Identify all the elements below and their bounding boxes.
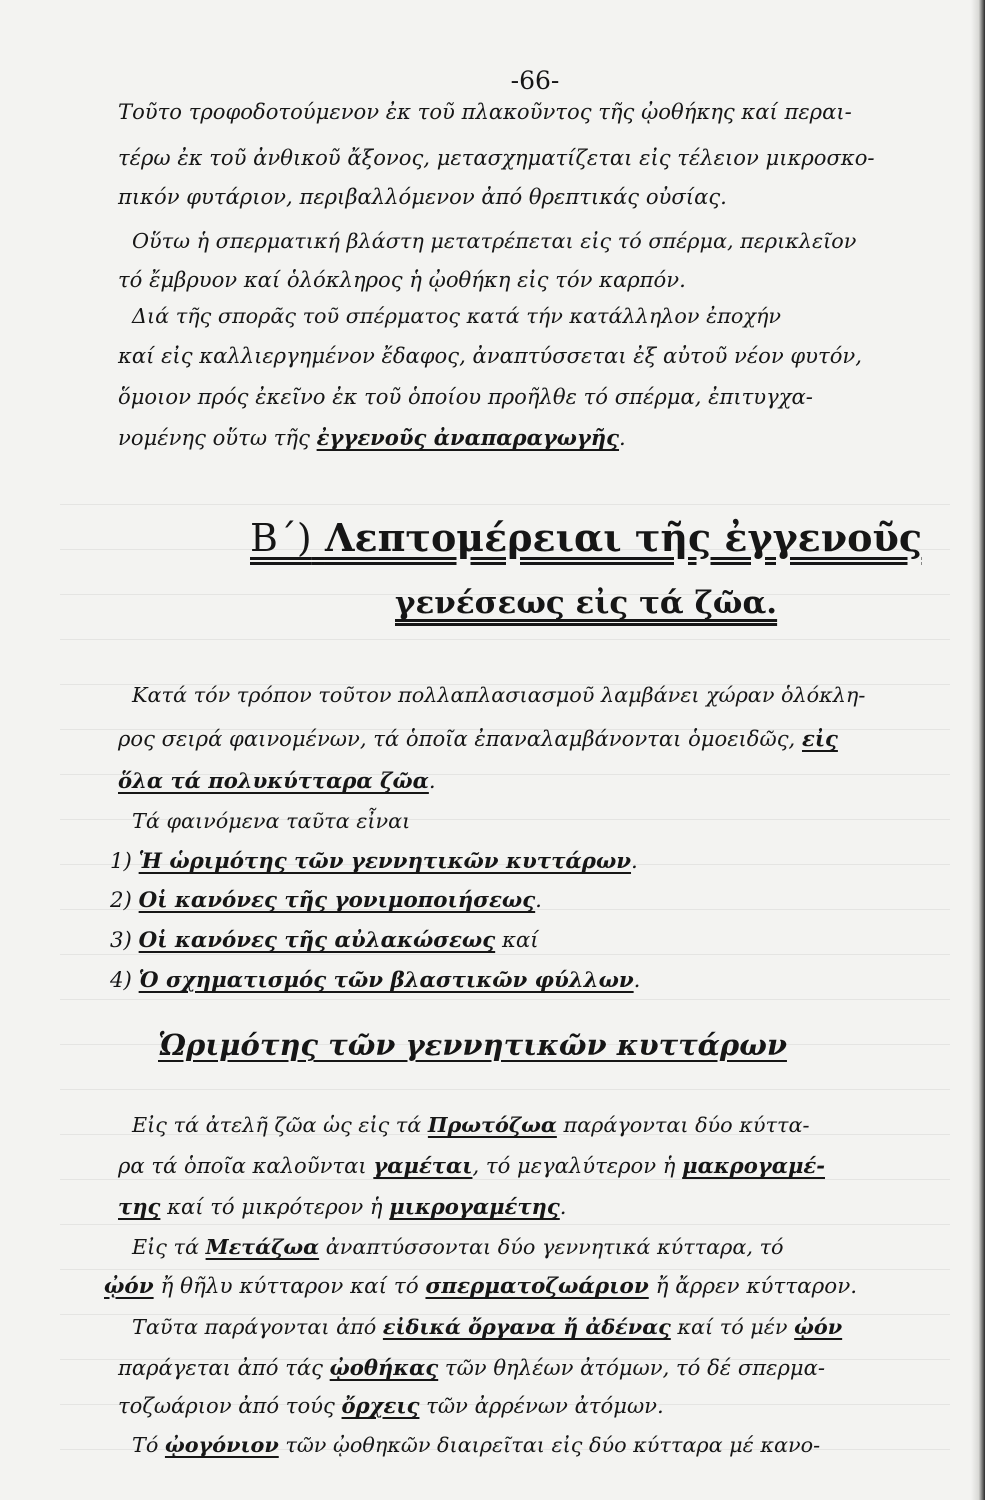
text-segment: τῶν ᾠοθηκῶν διαιρεῖται εἰς δύο κύτταρα μέ κανο- <box>278 1433 821 1457</box>
text-segment: τό ἔμβρυον καί ὁλόκληρος ἡ ᾠοθήκη εἰς τόν καρπόν. <box>118 267 686 292</box>
text-segment: ἀναπτύσσονται δύο γεννητικά κύτταρα, τό <box>319 1235 784 1259</box>
text-line <box>118 766 985 796</box>
underlined-term: της <box>118 1194 161 1219</box>
section-heading <box>250 515 922 561</box>
underlined-term: Οἱ κανόνες τῆς αὐλακώσεως <box>138 928 496 953</box>
text-segment: ρος σειρά φαινομένων, τά ὁποῖα ἐπαναλαμβάνονται ὁμοειδῶς, <box>118 726 802 751</box>
text-line <box>132 301 985 331</box>
underlined-term: μικρογαμέτης <box>389 1194 560 1219</box>
text-line <box>132 1312 985 1342</box>
text-segment: . <box>619 425 626 450</box>
text-segment: Τά φαινόμενα ταῦτα εἶναι <box>132 809 411 833</box>
text-line <box>118 1391 985 1421</box>
underlined-term: ἐγγενοῦς ἀναπαραγωγῆς <box>316 425 620 450</box>
text-line <box>132 1232 985 1262</box>
text-segment: . <box>535 888 542 913</box>
text-segment: . <box>428 768 436 793</box>
text-segment: τοζωάριον ἀπό τούς <box>118 1393 342 1418</box>
text-line <box>118 341 985 371</box>
text-line <box>118 265 985 295</box>
text-segment: παράγονται δύο κύττα- <box>556 1113 810 1137</box>
text-segment: . <box>631 849 638 874</box>
underlined-term: Οἱ κανόνες τῆς γονιμοποιήσεως <box>138 888 536 913</box>
text-segment: τῶν ἀρρένων ἀτόμων. <box>419 1393 664 1418</box>
text-segment: Εἰς τά <box>132 1235 206 1259</box>
text-segment: , τό μεγαλύτερον ἡ <box>472 1153 683 1178</box>
underlined-term: ὅλα τά πολυκύτταρα ζῶα <box>118 768 429 793</box>
text-line <box>110 886 985 916</box>
underlined-term: σπερματοζωάριον <box>425 1274 649 1299</box>
text-line <box>104 1272 985 1302</box>
text-segment: νομένης οὕτω τῆς <box>118 425 317 450</box>
text-segment: Οὕτω ἡ σπερματική βλάστη μετατρέπεται εἰς τό σπέρμα, περικλεῖον <box>132 229 857 253</box>
underlined-term: γαμέται <box>373 1153 473 1178</box>
underlined-term: μακρογαμέ- <box>682 1153 825 1178</box>
text-line <box>132 226 985 256</box>
text-line <box>132 1430 985 1460</box>
text-segment: ἤ θῆλυ κύτταρον καί τό <box>153 1274 426 1299</box>
text-line <box>110 847 985 877</box>
text-line <box>118 97 985 127</box>
underlined-term: εἰς <box>801 726 838 751</box>
section-heading-text: Λεπτομέρειαι τῆς ἐγγενοῦς <box>324 515 922 560</box>
text-segment: καί τό μέν <box>670 1315 795 1339</box>
text-segment: τῶν θηλέων ἀτόμων, τό δέ σπερμα- <box>438 1355 825 1380</box>
text-line <box>118 724 985 754</box>
text-segment: καί εἰς καλλιεργημένον ἔδαφος, ἀναπτύσσεται ἐξ αὐτοῦ νέον φυτόν, <box>118 343 862 368</box>
text-segment: 4) <box>110 968 139 993</box>
text-line <box>110 926 985 956</box>
page-edge-shadow <box>971 0 985 1500</box>
underlined-term: Ἡ ὡριμότης τῶν γεννητικῶν κυττάρων <box>138 849 632 874</box>
text-segment: 1) <box>110 849 139 874</box>
text-line <box>118 143 985 173</box>
text-line <box>118 423 985 453</box>
text-segment: ἤ ἄρρεν κύτταρον. <box>648 1274 858 1299</box>
text-line <box>118 382 985 412</box>
page-number: -66- <box>510 66 560 95</box>
underlined-term: ᾠόν <box>104 1274 154 1299</box>
text-segment: ρα τά ὁποῖα καλοῦνται <box>118 1153 374 1178</box>
text-segment: . <box>633 968 641 993</box>
underlined-term: Ὁ σχηματισμός τῶν βλαστικῶν φύλλων <box>138 968 634 993</box>
text-segment: Τό <box>132 1433 165 1457</box>
text-segment: καί τό μικρότερον ἡ <box>160 1194 390 1219</box>
text-line <box>110 966 985 996</box>
underlined-term: εἰδικά ὄργανα ἤ ἀδένας <box>382 1315 671 1339</box>
subsection-heading: Ὡριμότης τῶν γεννητικῶν κυττάρων <box>158 1028 787 1062</box>
text-segment: . <box>559 1194 567 1219</box>
text-segment: παράγεται ἀπό τάς <box>118 1355 330 1380</box>
text-segment: Τοῦτο τροφοδοτούμενον ἐκ τοῦ πλακοῦντος τῆς ᾠοθήκης καί περαι- <box>118 99 852 124</box>
text-line <box>132 1110 985 1140</box>
section-heading-continuation: γενέσεως εἰς τά ζῶα. <box>395 585 778 621</box>
section-heading-label: Β΄) <box>250 516 312 560</box>
underlined-term: Πρωτόζωα <box>427 1113 557 1137</box>
text-segment: Κατά τόν τρόπον τοῦτον πολλαπλασιασμοῦ λαμβάνει χώραν ὁλόκλη- <box>132 683 866 707</box>
text-line <box>118 1151 985 1181</box>
text-line <box>132 806 985 836</box>
text-line <box>132 680 985 710</box>
text-segment: ὅμοιον πρός ἐκεῖνο ἐκ τοῦ ὁποίου προῆλθε τό σπέρμα, ἐπιτυγχα- <box>118 384 813 409</box>
underlined-term: ᾠόν <box>794 1315 843 1339</box>
text-segment: Εἰς τά ἀτελῆ ζῶα ὡς εἰς τά <box>132 1113 428 1137</box>
text-segment: 2) <box>110 888 139 913</box>
text-line <box>118 182 985 212</box>
text-line <box>118 1192 985 1222</box>
text-segment: καί <box>495 928 539 953</box>
text-segment: τέρω ἐκ τοῦ ἀνθικοῦ ἄξονος, μετασχηματίζεται εἰς τέλειον μικροσκο- <box>118 145 875 170</box>
text-segment: πικόν φυτάριον, περιβαλλόμενον ἀπό θρεπτικάς οὐσίας. <box>118 184 727 209</box>
underlined-term: ᾠογόνιον <box>164 1433 279 1457</box>
underlined-term: ὄρχεις <box>341 1393 420 1418</box>
underlined-term: ᾠοθήκας <box>329 1355 439 1380</box>
underlined-term: Μετάζωα <box>205 1235 320 1259</box>
text-segment: 3) <box>110 928 139 953</box>
text-segment: Ταῦτα παράγονται ἀπό <box>132 1315 383 1339</box>
text-line <box>118 1353 985 1383</box>
text-segment: Διά τῆς σπορᾶς τοῦ σπέρματος κατά τήν κατάλληλον ἐποχήν <box>132 304 781 328</box>
